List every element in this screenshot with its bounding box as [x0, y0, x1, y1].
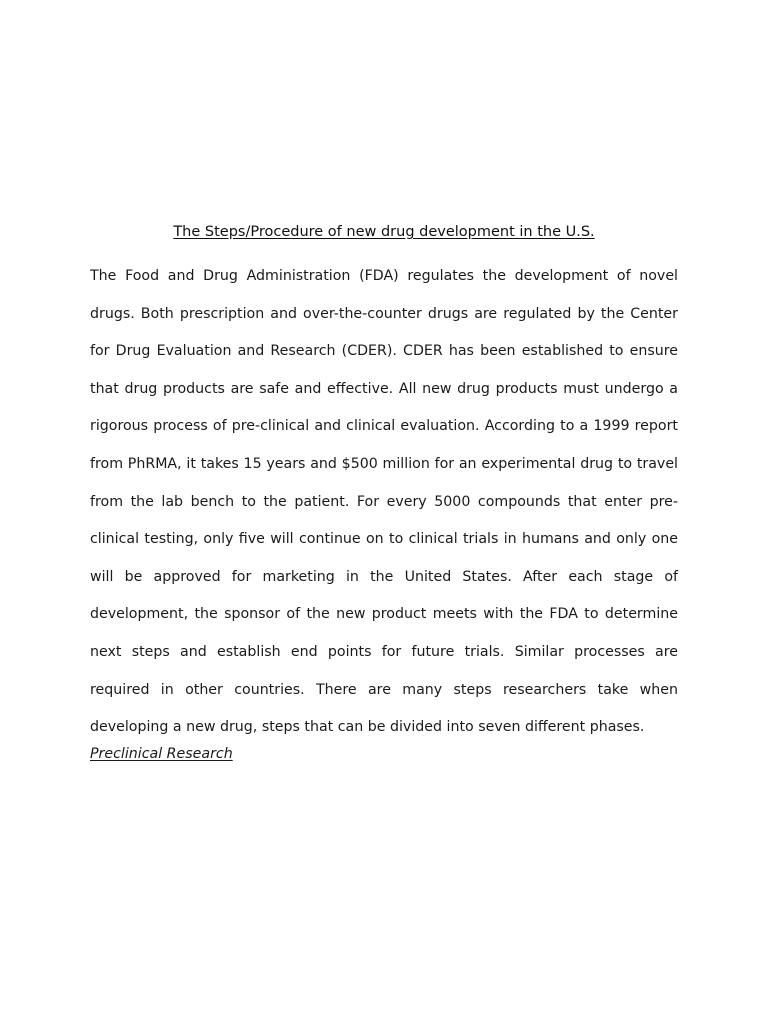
document-title: The Steps/Procedure of new drug development in the U.S.	[173, 224, 595, 240]
section-heading-preclinical: Preclinical Research	[90, 746, 233, 762]
body-paragraph: The Food and Drug Administration (FDA) regulates the development of novel drugs. Both prescription and over-the-counter drugs are regulated by the Center for Drug Evaluation and Research (CDER). CDER has been established to ensure that drug products are safe and effective. All new drug products must undergo a rigorous process of pre-clinical and clinical evaluation. According to a 1999 report from PhRMA, it takes 15 years and $500 million for an experimental drug to travel from the lab bench to the patient. For every 5000 compounds that enter pre-clinical testing, only five will continue on to clinical trials in humans and only one will be approved for marketing in the United States. After each stage of development, the sponsor of the new product meets with the FDA to determine next steps and establish end points for future trials. Similar processes are required in other countries. There are many steps researchers take when developing a new drug, steps that can be divided into seven different phases.	[90, 268, 678, 736]
